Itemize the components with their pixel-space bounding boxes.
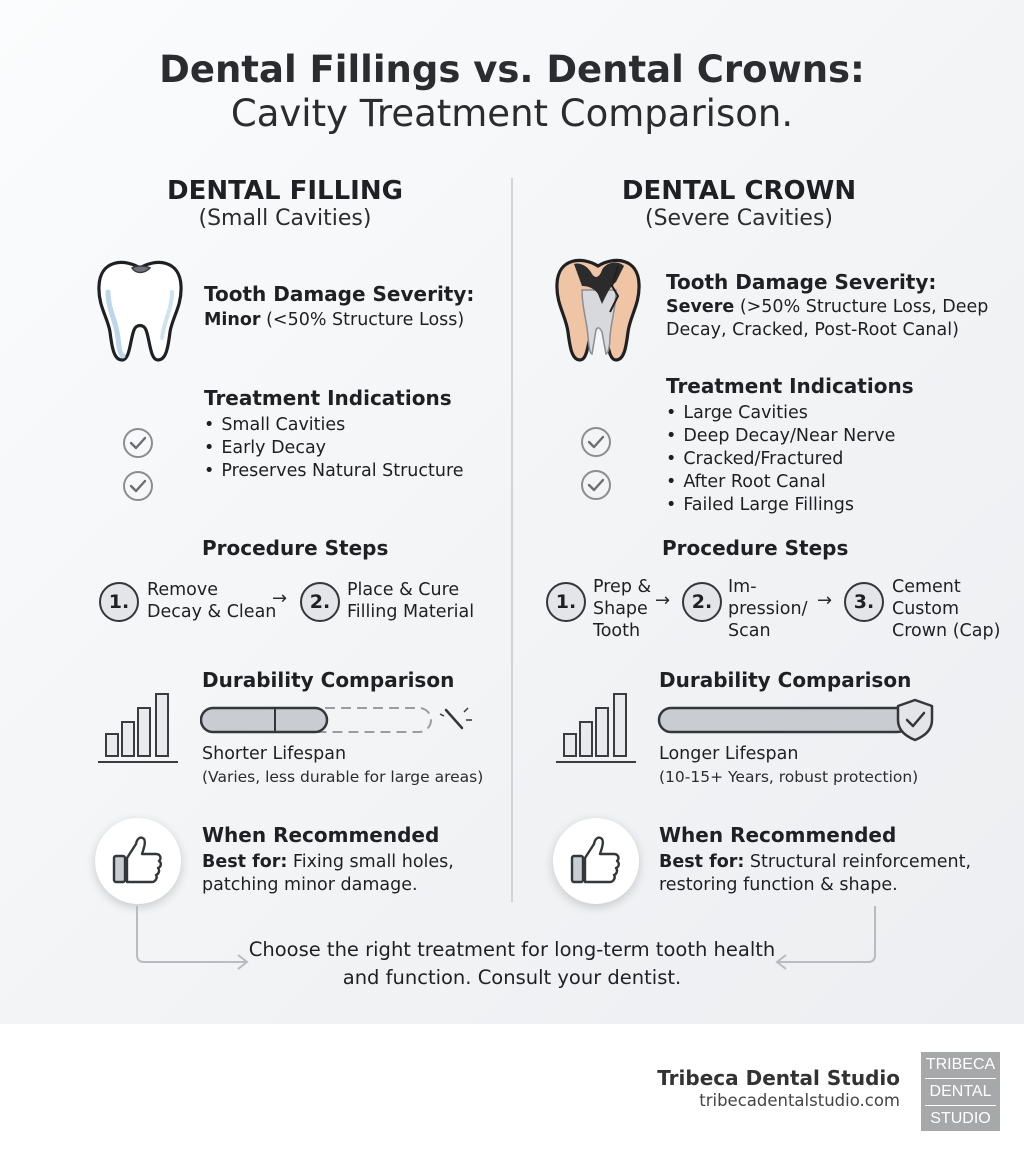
- step-line: Decay & Clean: [147, 602, 277, 622]
- step-number: 2.: [300, 582, 340, 622]
- page-title: Dental Fillings vs. Dental Crowns:: [159, 48, 865, 91]
- crown-recommended-title: When Recommended: [659, 823, 897, 847]
- step-line: Crown (Cap): [892, 621, 1001, 641]
- brand-logo: [921, 1052, 1000, 1131]
- best-for-text: Fixing small holes,: [287, 852, 454, 872]
- crown-severity-detail: (>50% Structure Loss, Deep: [734, 297, 989, 317]
- filling-durability-detail: (Varies, less durable for large areas): [202, 768, 484, 786]
- step-line: Filling Material: [347, 602, 475, 622]
- filling-best-for-2: patching minor damage.: [202, 875, 418, 895]
- crown-durability-detail: (10-15+ Years, robust protection): [659, 768, 919, 786]
- list-item: • Large Cavities: [666, 402, 895, 425]
- filling-heading: DENTAL FILLING: [167, 176, 403, 206]
- filling-severity-title: Tooth Damage Severity:: [204, 282, 475, 306]
- filling-recommended-title: When Recommended: [202, 823, 440, 847]
- crown-durability-title: Durability Comparison: [659, 668, 912, 692]
- list-item: • Small Cavities: [204, 414, 464, 437]
- arrow-right-icon: →: [272, 588, 288, 609]
- crown-procedure-title: Procedure Steps: [662, 536, 849, 560]
- step-line: Cement: [892, 577, 961, 597]
- logo-line: DENTAL: [925, 1078, 996, 1105]
- step-number: 1.: [99, 582, 139, 622]
- arrow-right-icon: →: [817, 590, 833, 611]
- best-for-label: Best for:: [659, 852, 745, 872]
- filling-durability-label: Shorter Lifespan: [202, 744, 347, 764]
- best-for-text: Structural reinforcement,: [744, 852, 972, 872]
- step-line: Scan: [728, 621, 771, 641]
- step-number: 2.: [682, 582, 722, 622]
- step-line: Im-: [728, 577, 757, 597]
- step-number: 3.: [844, 582, 884, 622]
- list-item: • Preserves Natural Structure: [204, 460, 464, 483]
- filling-durability-title: Durability Comparison: [202, 668, 455, 692]
- filling-severity-level: Minor: [204, 310, 261, 330]
- list-item: • Failed Large Fillings: [666, 494, 895, 517]
- filling-subheading: (Small Cavities): [198, 206, 372, 231]
- step-line: Tooth: [593, 621, 641, 641]
- list-item: • Deep Decay/Near Nerve: [666, 425, 895, 448]
- step-line: Custom: [892, 599, 960, 619]
- list-item: • Cracked/Fractured: [666, 448, 895, 471]
- page-subtitle: Cavity Treatment Comparison.: [230, 92, 794, 135]
- list-item: • After Root Canal: [666, 471, 895, 494]
- step-line: Shape: [593, 599, 648, 619]
- step-number: 1.: [546, 582, 586, 622]
- filling-severity-detail: (<50% Structure Loss): [260, 310, 465, 330]
- crown-best-for-2: restoring function & shape.: [659, 875, 898, 895]
- best-for-label: Best for:: [202, 852, 288, 872]
- crown-subheading: (Severe Cavities): [644, 206, 834, 231]
- arrow-right-icon: →: [655, 590, 671, 611]
- logo-line: TRIBECA: [925, 1056, 996, 1073]
- brand-url[interactable]: tribecadentalstudio.com: [699, 1091, 900, 1110]
- crown-heading: DENTAL CROWN: [621, 176, 857, 206]
- step-line: Place & Cure: [347, 580, 460, 600]
- step-line: pression/: [728, 599, 808, 619]
- crown-indications-title: Treatment Indications: [666, 374, 914, 398]
- filling-procedure-title: Procedure Steps: [202, 536, 389, 560]
- crown-severity-title: Tooth Damage Severity:: [666, 270, 937, 294]
- step-line: Remove: [147, 580, 219, 600]
- crown-severity-text-2: Decay, Cracked, Post-Root Canal): [666, 320, 959, 340]
- logo-line: STUDIO: [925, 1105, 996, 1132]
- crown-severity-level: Severe: [666, 297, 735, 317]
- step-line: Prep &: [593, 577, 652, 597]
- filling-indications-title: Treatment Indications: [204, 386, 452, 410]
- list-item: • Early Decay: [204, 437, 464, 460]
- crown-durability-label: Longer Lifespan: [659, 744, 799, 764]
- brand-name: Tribeca Dental Studio: [657, 1066, 900, 1090]
- bottom-message: Choose the right treatment for long-term tooth health and function. Consult your dentist.: [248, 938, 776, 989]
